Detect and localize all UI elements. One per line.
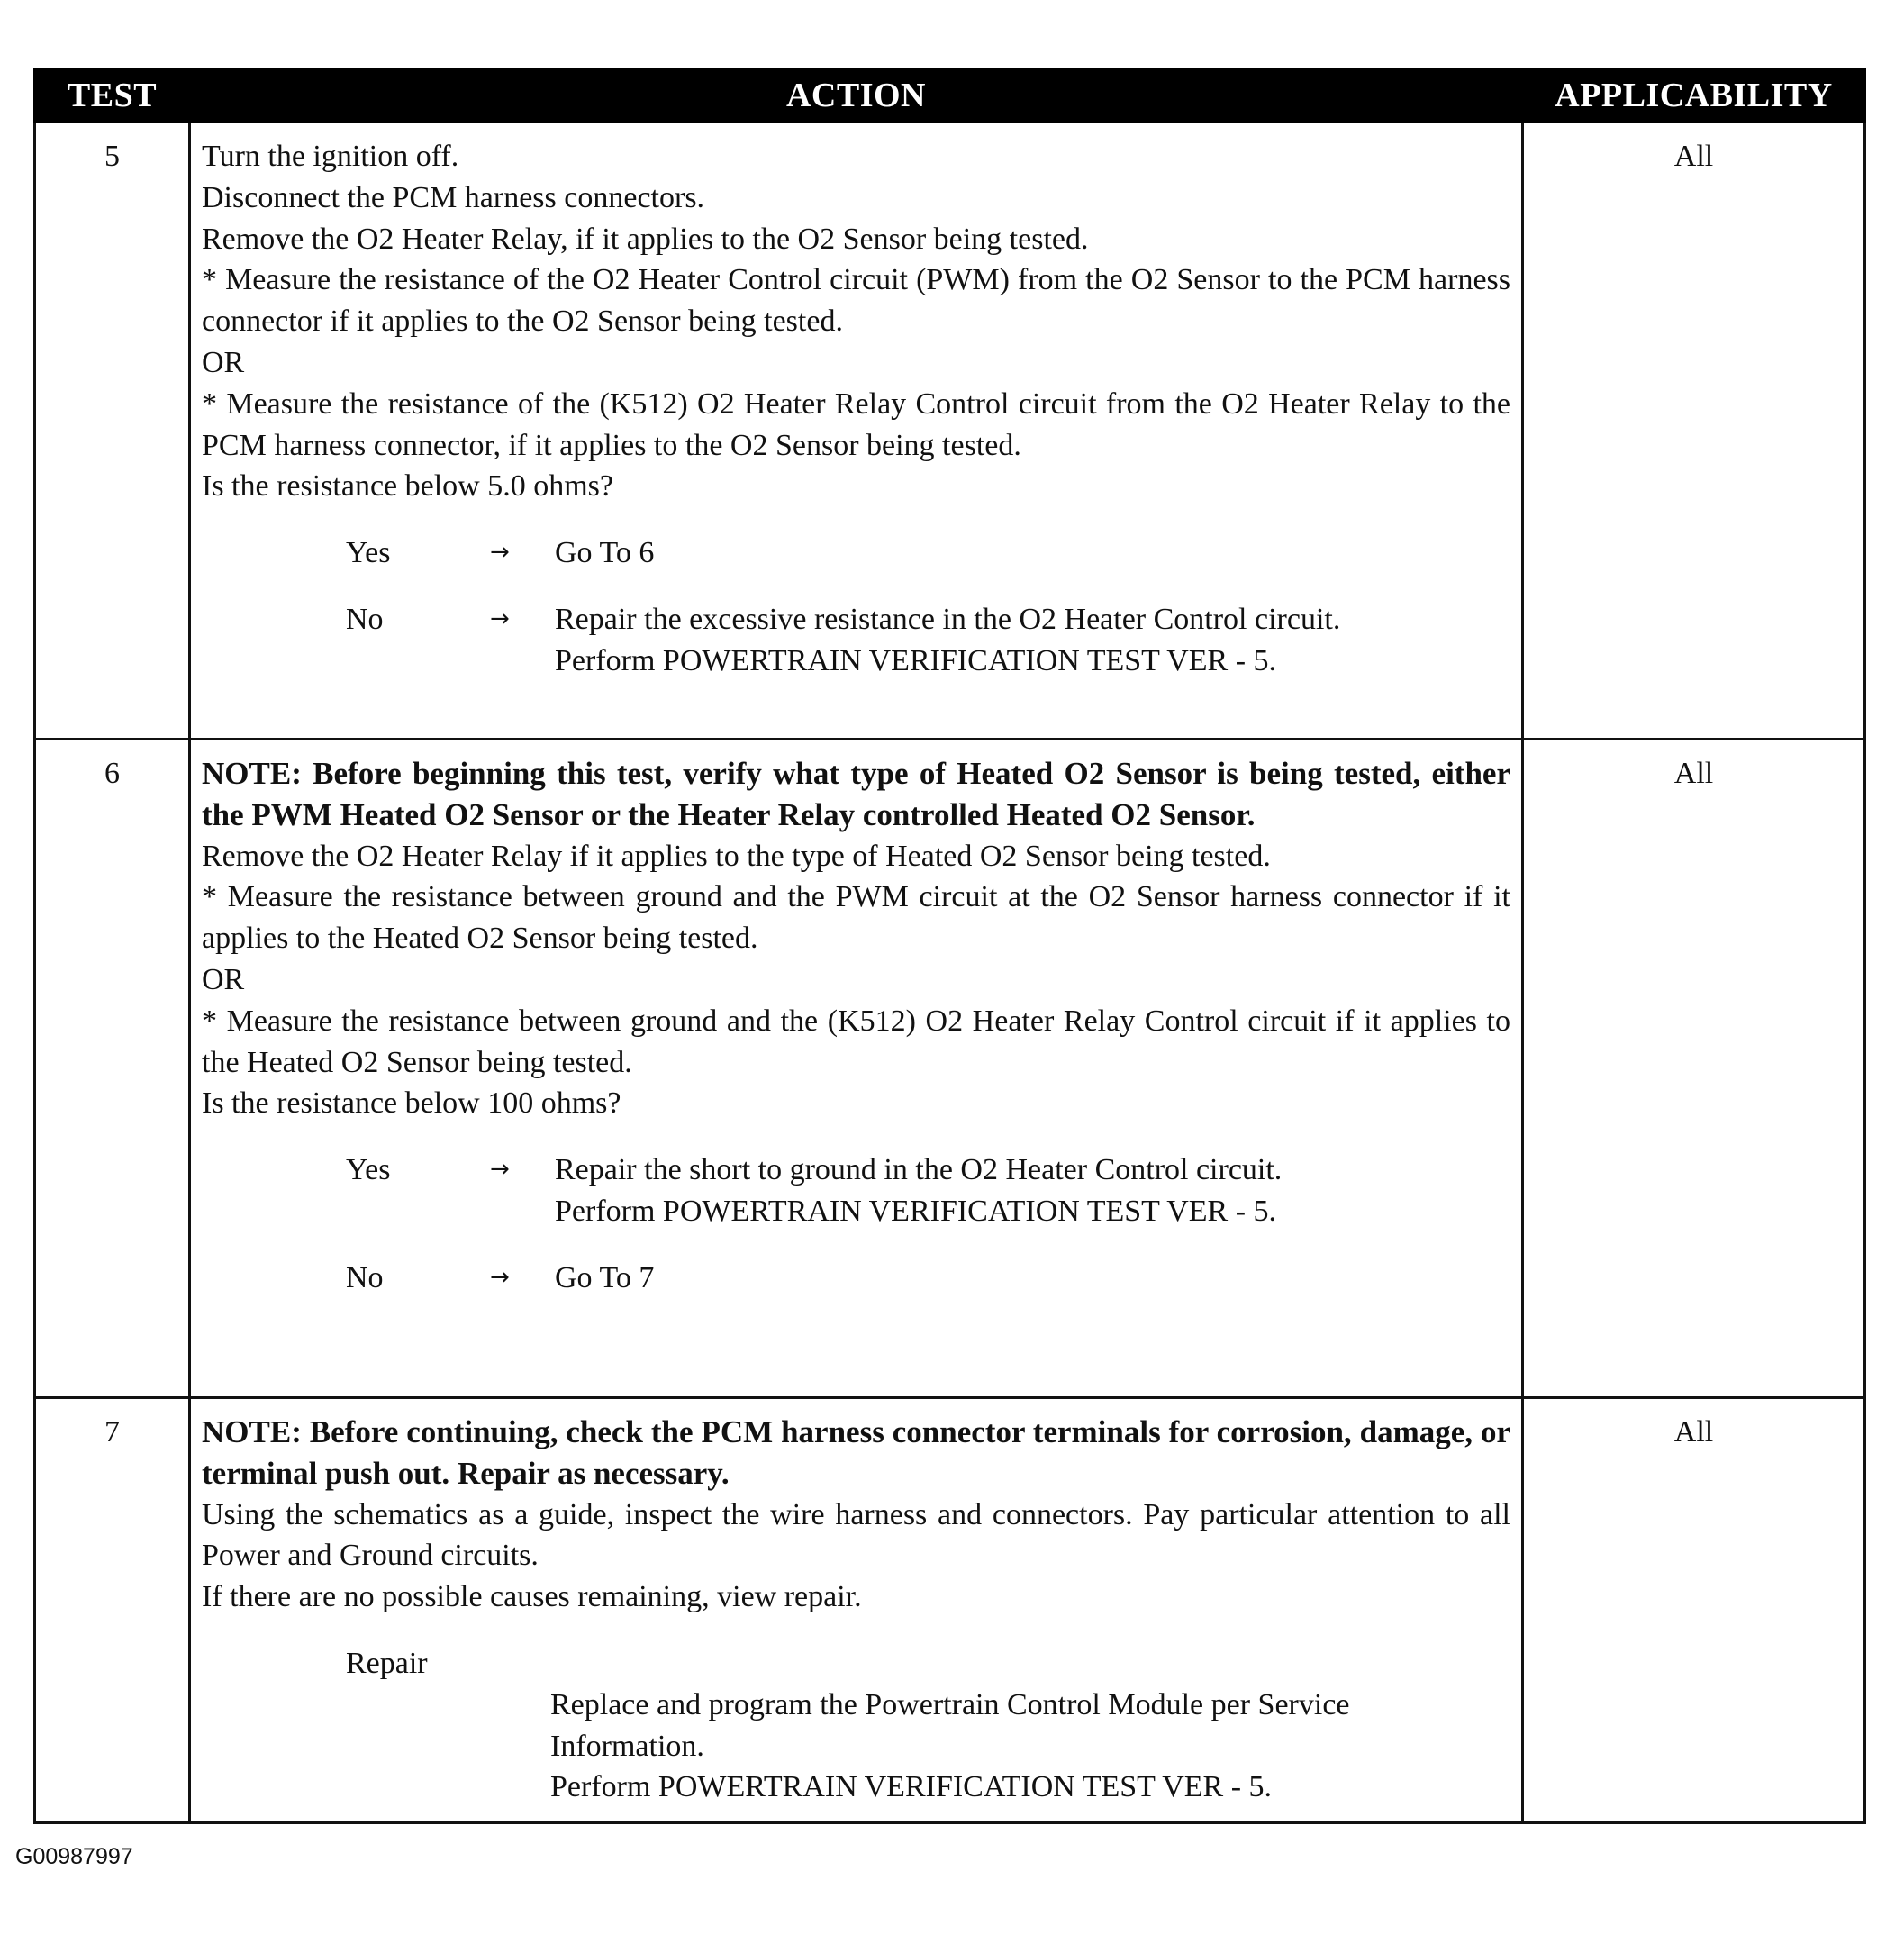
action-line: * Measure the resistance between ground and the PWM circuit at the O2 Sensor harness connector if it applies to the Heated O2 Sensor being tested. [202,880,1510,956]
applicability-cell: All [1523,1398,1865,1823]
arrow-right-icon: → [490,604,510,632]
result-line: Repair the short to ground in the O2 Heater Control circuit. [555,1153,1283,1187]
repair-heading: Repair [346,1646,428,1680]
choice-yes [202,1149,1510,1232]
figure-id: G00987997 [15,1844,133,1869]
repair-line: Replace and program the Powertrain Control Module per Service Information. [550,1687,1350,1763]
header-applicability: APPLICABILITY [1523,69,1865,123]
choice-result [555,1258,1510,1299]
action-line: OR [202,962,245,996]
choice-result [555,532,1510,574]
table-row [35,740,1865,1398]
table-header-row [35,69,1865,123]
choice-no [202,1258,1510,1299]
table-row [35,1398,1865,1823]
choice-result [555,1149,1510,1232]
choice-label: No [346,602,384,636]
choice-yes [202,532,1510,574]
note-text: NOTE: Before continuing, check the PCM harness connector terminals for corrosion, damage, or terminal push out. Repair as necessary. [202,1414,1510,1491]
result-line: Repair the excessive resistance in the O2 Heater Control circuit. [555,602,1341,636]
applicability-cell: All [1523,123,1865,740]
choice-label: Yes [346,1153,391,1187]
choice-result [555,599,1510,682]
arrow-right-icon: → [490,1156,510,1184]
action-line: If there are no possible causes remaining, view repair. [202,1580,862,1614]
action-line: Remove the O2 Heater Relay if it applies to the type of Heated O2 Sensor being tested. [202,839,1271,873]
action-line: * Measure the resistance between ground and the (K512) O2 Heater Relay Control circuit if it applies to the Heated O2 Sensor being tested. [202,1004,1510,1079]
test-number: 5 [35,123,190,740]
test-number: 7 [35,1398,190,1823]
action-line: OR [202,345,245,379]
result-line: Go To 6 [555,536,655,570]
choice-no [202,599,1510,682]
applicability-cell: All [1523,740,1865,1398]
test-number: 6 [35,740,190,1398]
repair-line: Perform POWERTRAIN VERIFICATION TEST VER - 5. [550,1770,1273,1804]
header-test: TEST [35,69,190,123]
action-line: Is the resistance below 5.0 ohms? [202,469,613,504]
table-row [35,123,1865,740]
action-line: Turn the ignition off. [202,140,459,173]
action-line: * Measure the resistance of the O2 Heater Control circuit (PWM) from the O2 Sensor to the PCM harness connector if it applies to the O2 Sensor being tested. [202,263,1510,339]
action-line: Remove the O2 Heater Relay, if it applies to the O2 Sensor being tested. [202,222,1089,256]
action-cell [190,123,1523,740]
choice-label: Yes [346,536,391,570]
result-line: Perform POWERTRAIN VERIFICATION TEST VER - 5. [555,643,1277,677]
header-action: ACTION [190,69,1523,123]
action-cell [190,1398,1523,1823]
action-line: * Measure the resistance of the (K512) O2 Heater Relay Control circuit from the O2 Heater Relay to the PCM harness connector, if it applies to the O2 Sensor being tested. [202,386,1510,462]
result-line: Go To 7 [555,1260,655,1295]
action-line: Disconnect the PCM harness connectors. [202,180,705,214]
choice-label: No [346,1260,384,1295]
repair-body [202,1685,1510,1808]
arrow-right-icon: → [490,1263,510,1291]
action-line: Using the schematics as a guide, inspect the wire harness and connectors. Pay particular attention to all Power and Ground circuits. [202,1497,1510,1573]
action-cell [190,740,1523,1398]
note-text: NOTE: Before beginning this test, verify what type of Heated O2 Sensor is being tested, either the PWM Heated O2 Sensor or the Heater Relay controlled Heated O2 Sensor. [202,756,1510,832]
result-line: Perform POWERTRAIN VERIFICATION TEST VER - 5. [555,1194,1277,1228]
action-line: Is the resistance below 100 ohms? [202,1086,621,1121]
diagnostic-test-table [33,68,1866,1824]
arrow-right-icon: → [490,539,510,567]
